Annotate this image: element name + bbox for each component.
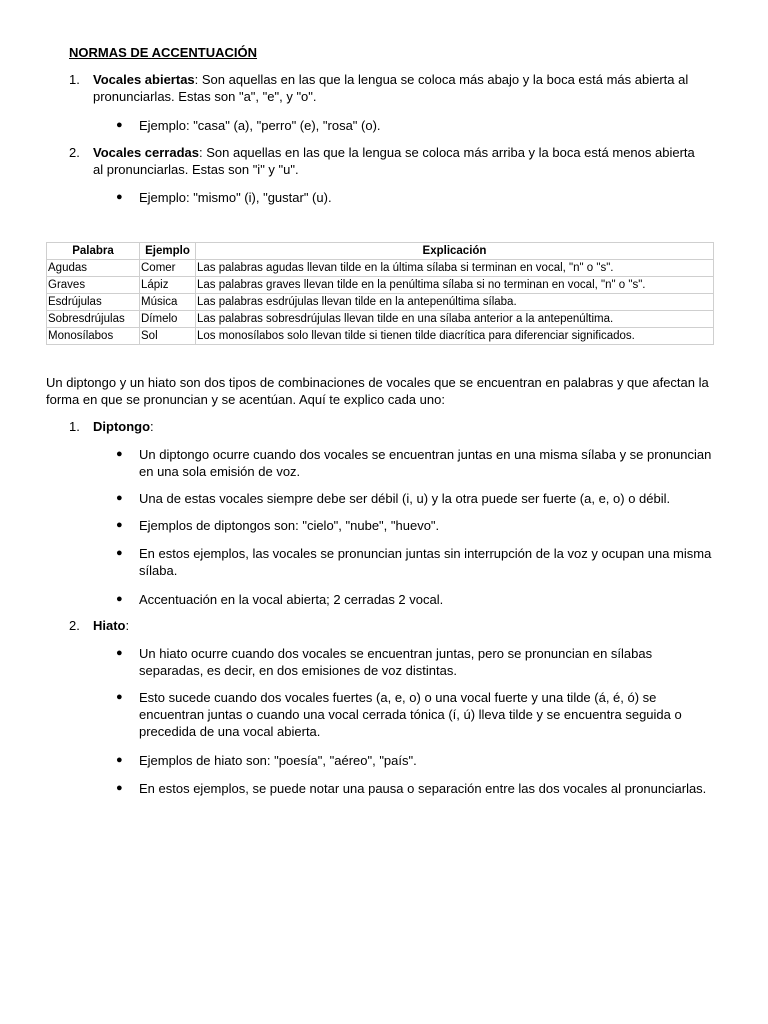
bullet-icon: ● — [116, 754, 123, 766]
bullet-text: En estos ejemplos, se puede notar una pausa o separación entre las dos vocales al pronunciarlas. — [139, 781, 707, 796]
bullet-icon: ● — [116, 593, 123, 605]
list-number: 1. — [69, 419, 80, 434]
table-header-row — [47, 243, 714, 260]
bullet-icon: ● — [116, 647, 123, 659]
table-row — [47, 311, 714, 328]
table-cell: Las palabras graves llevan tilde en la penúltima sílaba si no terminan en vocal, "n" o "s". — [196, 277, 714, 294]
term-label: Vocales cerradas — [93, 145, 199, 160]
table-cell: Los monosílabos solo llevan tilde si tienen tilde diacrítica para diferenciar significados. — [196, 328, 714, 345]
term-definition: : Son aquellas en las que la lengua se coloca más abajo y la boca está más abierta al pronunciarlas. Estas son "a", "e", y "o". — [93, 72, 689, 104]
intro-paragraph: Un diptongo y un hiato son dos tipos de combinaciones de vocales que se encuentran en palabras y que afectan la forma en que se pronuncian y se acentúan. Aquí te explico cada uno: — [46, 375, 709, 407]
term-label: Hiato — [93, 618, 126, 633]
bullet-icon: ● — [116, 119, 123, 131]
bullet-text: Un diptongo ocurre cuando dos vocales se encuentran juntas en una misma sílaba y se pronuncian en una sola emisión de voz. — [139, 447, 712, 479]
column-header: Explicación — [196, 243, 714, 260]
table-cell: Las palabras sobresdrújulas llevan tilde en una sílaba anterior a la antepenúltima. — [196, 311, 714, 328]
table-cell: Graves — [47, 277, 140, 294]
table-cell: Las palabras agudas llevan tilde en la última sílaba si terminan en vocal, "n" o "s". — [196, 260, 714, 277]
table-cell: Sobresdrújulas — [47, 311, 140, 328]
table-cell: Las palabras esdrújulas llevan tilde en la antepenúltima sílaba. — [196, 294, 714, 311]
term-label: Vocales abiertas — [93, 72, 195, 87]
table-cell: Sol — [140, 328, 196, 345]
bullet-text: Esto sucede cuando dos vocales fuertes (a, e, o) o una vocal fuerte y una tilde (á, é, ó) se encuentran juntas o cuando una vocal cerrada tónica (í, ú) lleva tilde y se encuentra seguida o precedida de una vocal abierta. — [139, 690, 682, 739]
bullet-icon: ● — [116, 691, 123, 703]
column-header: Ejemplo — [140, 243, 196, 260]
page-title: NORMAS DE ACCENTUACIÓN — [69, 45, 258, 60]
term-definition: : Son aquellas en las que la lengua se coloca más arriba y la boca está menos abierta al pronunciarlas. Estas son "i" y "u". — [93, 145, 695, 177]
example-text: Ejemplo: "mismo" (i), "gustar" (u). — [139, 190, 332, 205]
bullet-text: Un hiato ocurre cuando dos vocales se encuentran juntas, pero se pronuncian en sílabas separadas, es decir, en dos emisiones de voz distintas. — [139, 646, 653, 678]
table-row — [47, 294, 714, 311]
bullet-icon: ● — [116, 492, 123, 504]
table-row — [47, 260, 714, 277]
table-cell: Música — [140, 294, 196, 311]
bullet-text: Una de estas vocales siempre debe ser débil (i, u) y la otra puede ser fuerte (a, e, o) o débil. — [139, 491, 671, 506]
list-number: 2. — [69, 145, 80, 160]
list-number: 2. — [69, 618, 80, 633]
table-cell: Agudas — [47, 260, 140, 277]
table-cell: Comer — [140, 260, 196, 277]
bullet-text: Accentuación en la vocal abierta; 2 cerradas 2 vocal. — [139, 592, 444, 607]
bullet-icon: ● — [116, 191, 123, 203]
term-colon: : — [125, 618, 130, 633]
bullet-icon: ● — [116, 782, 123, 794]
table-cell: Esdrújulas — [47, 294, 140, 311]
bullet-icon: ● — [116, 519, 123, 531]
table-row — [47, 328, 714, 345]
example-text: Ejemplo: "casa" (a), "perro" (e), "rosa" (o). — [139, 118, 381, 133]
table-cell: Lápiz — [140, 277, 196, 294]
bullet-icon: ● — [116, 448, 123, 460]
accent-rules-table — [46, 242, 714, 345]
term-label: Diptongo — [93, 419, 151, 434]
table-cell: Dímelo — [140, 311, 196, 328]
table-row — [47, 277, 714, 294]
bullet-text: En estos ejemplos, las vocales se pronuncian juntas sin interrupción de la voz y ocupan una misma sílaba. — [139, 546, 712, 578]
bullet-icon: ● — [116, 547, 123, 559]
bullet-text: Ejemplos de hiato son: "poesía", "aéreo", "país". — [139, 753, 417, 768]
list-number: 1. — [69, 72, 80, 87]
column-header: Palabra — [47, 243, 140, 260]
bullet-text: Ejemplos de diptongos son: "cielo", "nube", "huevo". — [139, 518, 440, 533]
table-cell: Monosílabos — [47, 328, 140, 345]
term-colon: : — [150, 419, 154, 434]
